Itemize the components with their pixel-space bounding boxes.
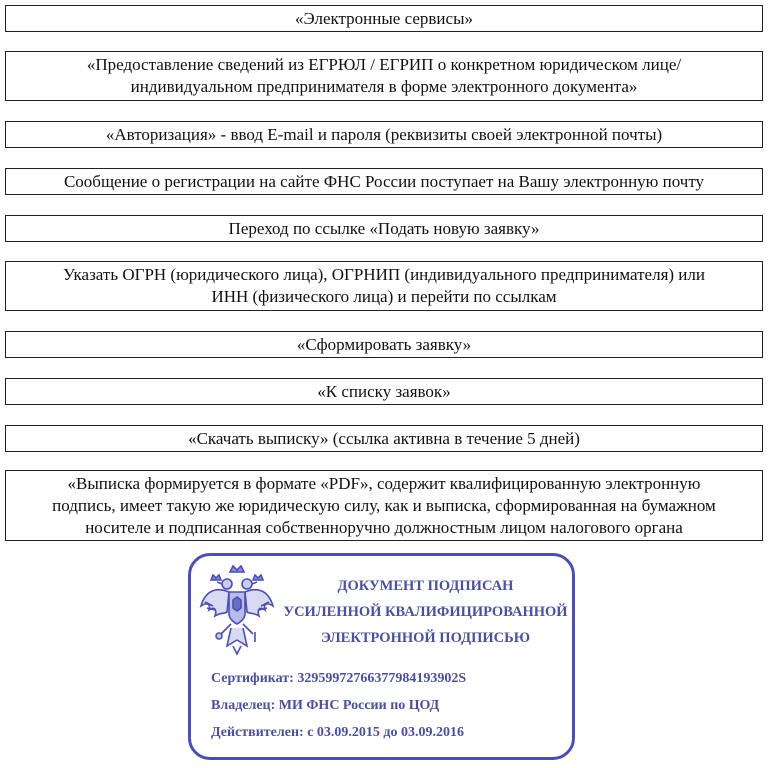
flow-step-authorization — [5, 121, 763, 148]
flow-step-text: «Сформировать заявку» — [296, 334, 472, 354]
stamp-owner — [211, 697, 439, 715]
flow-step-pdf-extract-info — [5, 470, 763, 541]
flow-step-registration-message — [5, 168, 763, 195]
flow-step-electronic-services — [5, 5, 763, 32]
flow-step-download-extract — [5, 425, 763, 452]
owner-label: Владелец: — [211, 698, 276, 713]
flow-step-text: индивидуальном предпринимателя в форме электронного документа» — [130, 77, 638, 96]
valid-label: Действителен: — [211, 725, 304, 740]
flow-step-text: «Выписка формируется в формате «PDF», содержит квалифицированную электронную — [67, 473, 701, 493]
flow-step-text: носителе и подписанная собственноручно должностным лицом налогового органа — [85, 517, 683, 537]
flow-step-requests-list — [5, 378, 763, 405]
flow-step-text: «Предоставление сведений из ЕГРЮЛ / ЕГРИП о конкретном юридическом лице/ — [86, 55, 682, 74]
russian-coat-of-arms-icon — [197, 562, 277, 657]
flow-step-create-request — [5, 331, 763, 358]
owner-value: МИ ФНС России по ЦОД — [278, 698, 440, 713]
certificate-value: 32959972766377984193902S — [297, 671, 467, 686]
certificate-label: Сертификат: — [211, 671, 294, 686]
flow-step-text: ИНН (физического лица) и перейти по ссылкам — [211, 287, 557, 306]
valid-value: с 03.09.2015 до 03.09.2016 — [307, 725, 464, 740]
flow-step-text: подпись, имеет такую же юридическую силу, как и выписка, сформированная на бумажном — [52, 495, 716, 515]
stamp-certificate — [211, 670, 466, 688]
stamp-heading-line: УСИЛЕННОЙ КВАЛИФИЦИРОВАННОЙ — [283, 604, 568, 620]
electronic-signature-stamp — [188, 553, 575, 760]
stamp-validity — [211, 724, 464, 742]
flow-step-text: Указать ОГРН (юридического лица), ОГРНИП (индивидуального предпринимателя) или — [63, 265, 705, 284]
flow-step-text: «Авторизация» - ввод E-mail и пароля (реквизиты своей электронной почты) — [105, 124, 663, 144]
flow-step-text: «Скачать выписку» (ссылка активна в течение 5 дней) — [188, 428, 580, 448]
stamp-heading-line: ДОКУМЕНТ ПОДПИСАН — [337, 578, 514, 594]
flow-step-egrul-egrip-service — [5, 51, 763, 101]
flow-step-enter-ogrn-inn — [5, 261, 763, 311]
flow-step-text: Переход по ссылке «Подать новую заявку» — [228, 218, 540, 238]
flow-step-new-request-link — [5, 215, 763, 242]
stamp-heading-line: ЭЛЕКТРОННОЙ ПОДПИСЬЮ — [320, 630, 531, 646]
flow-step-text: «Электронные сервисы» — [294, 8, 473, 28]
flow-step-text: «К списку заявок» — [317, 381, 451, 401]
flow-step-text: Сообщение о регистрации на сайте ФНС России поступает на Вашу электронную почту — [63, 171, 705, 191]
